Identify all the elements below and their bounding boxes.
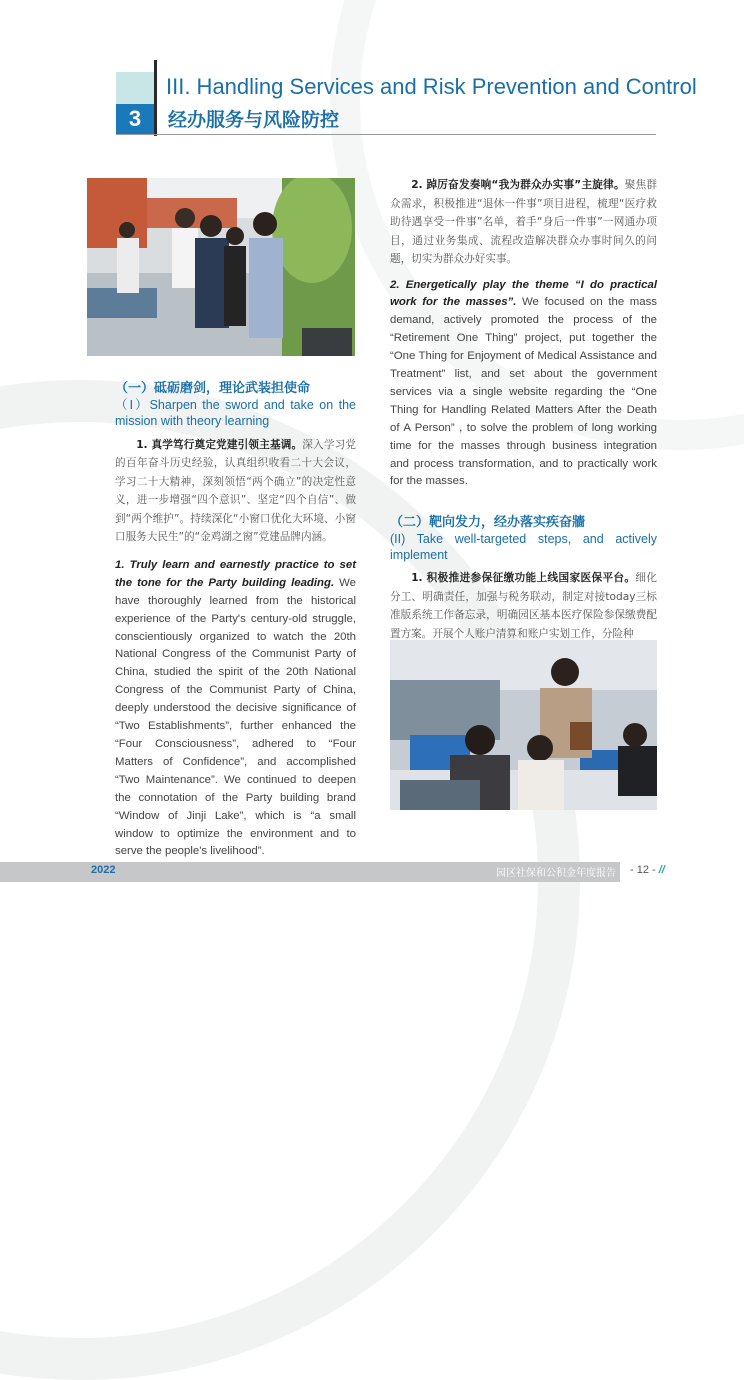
paragraph-en-2-body: We focused on the mass demand, actively promoted the process of the “Retirement One Thing” project, put together the “One Thing for Enjoyment of Medical Assistance and Treatment” list, and set about the government services via a single website regarding the “One Thing for Handling Related Matters After the Death of A Person” , to solve the problem of long working time for the masses through business integration and process transformation, and to practically work for the masses.	[390, 296, 657, 488]
section-number: 3	[116, 104, 154, 134]
section-heading-en-2: (II) Take well-targeted steps, and actively implement	[390, 532, 657, 563]
right-column	[390, 176, 657, 643]
section-heading-en-1: （Ⅰ）Sharpen the sword and take on the mission with theory learning	[115, 397, 356, 428]
page-number	[630, 864, 665, 876]
paragraph-zh-2	[390, 176, 657, 269]
paragraph-en-1	[115, 557, 356, 861]
header-accent-block	[116, 72, 154, 108]
header-divider	[154, 60, 157, 136]
page-number-text: - 12 -	[630, 864, 656, 876]
footer-year: 2022	[91, 864, 116, 876]
paragraph-zh-2-body: 聚焦群众需求，积极推进“退休一件事”项目进程，梳理“医疗救助待遇享受一件事”名单，着手“身后一件事”一网通办项目，通过业务集成、流程改造解决群众办事时间久的问题，切实为群众办好实事。	[390, 179, 657, 265]
paragraph-zh-3-body: 细化分工、明确责任，加强与税务联动，制定对接today三标准版系统工作备忘录，明确园区基本医疗保险参保缴费配置方案。开展个人账户清算和账户实划工作，分险种	[390, 572, 658, 640]
paragraph-zh-2-lead: 2. 踔厉奋发奏响“我为群众办实事”主旋律。	[411, 179, 625, 191]
header-rule	[116, 134, 656, 135]
paragraph-zh-1-body: 深入学习党的百年奋斗历史经验，认真组织收看二十大会议，学习二十大精神，深刻领悟“两个确立”的决定性意义，进一步增强“四个意识”、坚定“四个自信”、做到“两个维护”。持续深化“小窗口优化大环境、小窗口服务大民生”的“金鸡湖之窗”党建品牌内涵。	[115, 438, 356, 544]
paragraph-zh-1	[115, 436, 356, 547]
section-heading-zh-1: （一）砥砺磨剑，理论武装担使命	[115, 380, 311, 395]
footer-report-title: 园区社保和公积金年度报告	[496, 868, 616, 879]
page-title-en: III. Handling Services and Risk Prevention and Control	[166, 74, 697, 99]
paragraph-zh-1-lead: 1. 真学笃行奠定党建引领主基调。	[136, 438, 303, 451]
photo-office-staff	[390, 640, 657, 810]
photo-officials-visit	[87, 178, 355, 356]
page-slashes: //	[658, 864, 665, 876]
paragraph-en-1-body: We have thoroughly learned from the historical experience of the Party's century-old struggle, conscientiously organized to watch the 20th National Congress of the Communist Party of China, studied the spirit of the 20th National Congress of the Communist Party of China, deeply understood the decisive significance of “Two Establishments”, further enhanced the “Four Consciousness”, adhered to “Four Matters of Confidence”, and accomplished “Two Maintenance”. We continued to deepen the connotation of the Party building brand “Window of Jinji Lake”, which is “a small window to optimize the environment and to serve the people's livelihood”.	[115, 576, 357, 858]
paragraph-en-2	[390, 277, 657, 492]
paragraph-zh-3-lead: 1. 积极推进参保征缴功能上线国家医保平台。	[411, 572, 636, 585]
section-heading-zh-2: （二）靶向发力，经办落实疾奋牆	[390, 514, 586, 530]
left-column	[115, 379, 356, 861]
paragraph-zh-3	[390, 569, 657, 643]
paragraph-en-1-lead: 1. Truly learn and earnestly practice to set the tone for the Party building leading.	[115, 558, 356, 589]
paragraph-en-2-lead: 2. Energetically play the theme “I do practical work for the masses”.	[390, 278, 657, 309]
page-title-zh: 经办服务与风险防控	[168, 109, 340, 131]
